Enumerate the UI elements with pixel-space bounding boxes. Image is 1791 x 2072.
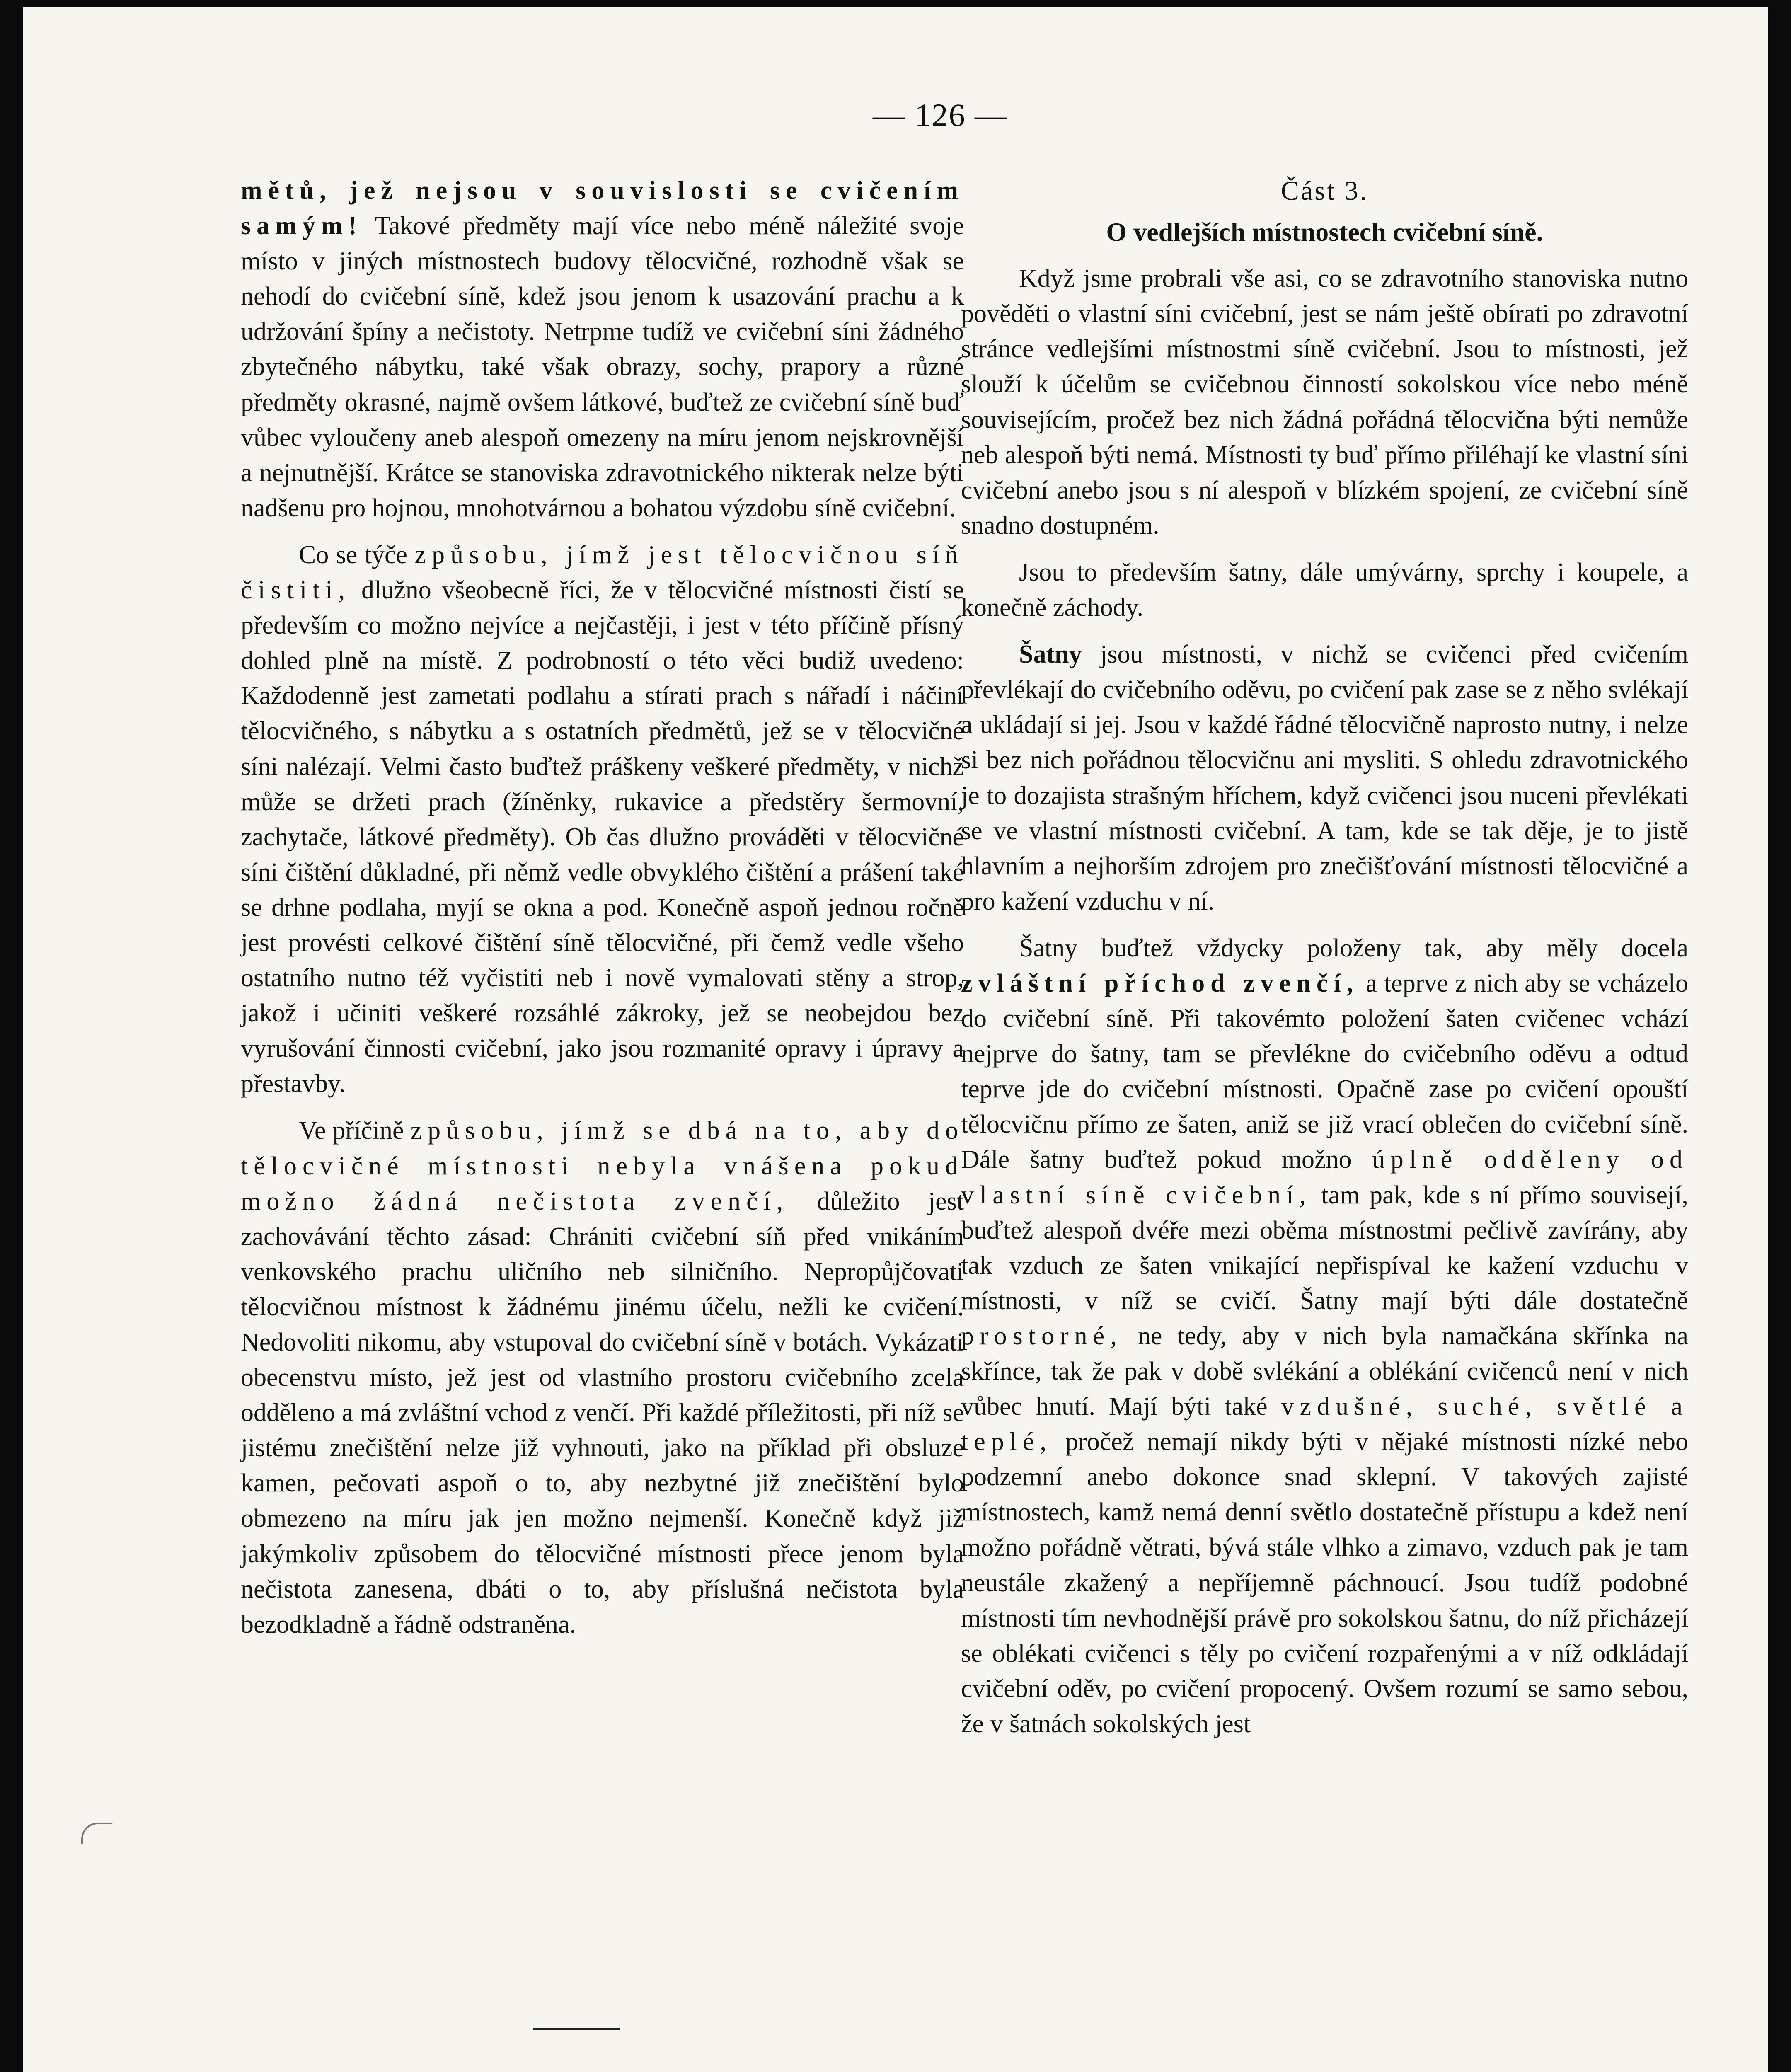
- end-rule: [533, 2028, 620, 2030]
- paragraph-text: ne tedy, aby v nich byla namačkána skřínka na skřínce, tak že pak v době svlékání a oblékání cvičenců není v nich vůbec hnutí. Mají býti také: [961, 1322, 1688, 1421]
- paragraph-intro: Když jsme probrali vše asi, co se zdravotního stanoviska nutno pověděti o vlastní síni cvičební, jest se nám ještě obírati po zdravotní stránce vedlejšími místnostmi síně cvičební. Jsou to místnosti, jež slouží k účelům se cvičebnou činností sokolskou více nebo méně souvisejícím, pročež bez nich žádná pořádná tělocvična býti nemůže neb alespoň býti nemá. Místnosti ty buď přímo přiléhají ke vlastní síni cvičební anebo jsou s ní alespoň v blízkém spojení, ze cvičební síně snadno dostupném.: [961, 264, 1688, 540]
- paragraph-list-rooms: Jsou to především šatny, dále umývárny, sprchy i koupele, a konečně záchody.: [961, 558, 1688, 622]
- paragraph-text: a teprve z nich aby se vcházelo do cvičební síně. Při takovémto položení šaten cvičenec vchází nejprve do šatny, tam se převlékne do cvičebního oděvu a odtud teprve jde do cvičební místnosti. Opačně zase po cvičení opouští tělocvičnu přímo ze šaten, aniž se již vrací oblečen do cvičební síně. Dále šatny buďtež pokud možno: [961, 969, 1688, 1174]
- spaced-emphasis: prostorné,: [961, 1322, 1123, 1350]
- paragraph-satny: [961, 637, 1688, 919]
- spaced-emphasis: způsobu, jímž se dbá na to, aby do tělocvičné místnosti nebyla vnášena pokud možno žádná nečistota zvenčí,: [241, 1116, 964, 1215]
- left-column: [241, 173, 964, 1654]
- paragraph-text: Šatny buďtež vždycky položeny tak, aby měly docela: [1019, 934, 1688, 962]
- paragraph-text: důležito jest zachovávání těchto zásad: Chrániti cvičební síň před vnikáním venkovského prachu uličního neb silničního. Nepropůjčovati tělocvičnou místnost k žádnému jinému účelu, nežli ke cvičení. Nedovoliti nikomu, aby vstupoval do cvičební síně v botách. Vykázati obecenstvu místo, jež jest od vlastního prostoru cvičebního zcela odděleno a má zvláštní vchod z venčí. Při každé příležitosti, při níž se jistému znečištění nelze již vyhnouti, jako na příklad při obsluze kamen, pečovati aspoň o to, aby nezbytné již znečištění bylo obmezeno na míru jak jen možno nejmenší. Konečně když již jakýmkoliv způsobem do tělocvičné místnosti přece jenom byla nečistota zanesena, dbáti o to, aby příslušná nečistota byla bezodkladně a řádně odstraněna.: [241, 1187, 964, 1639]
- spaced-emphasis: způsobu, jímž jest tělocvičnou síň čistiti,: [241, 540, 964, 605]
- spaced-emphasis: mětů, jež nejsou v souvislosti se cvičením samým!: [241, 177, 964, 240]
- margin-pencil-mark: [81, 1823, 112, 1844]
- paragraph-text: jsou místnosti, v nichž se cvičenci před cvičením převlékají do cvičebního oděvu, po cvičení pak zase se z něho svlékají a ukládají si jej. Jsou v každé řádné tělocvičně naprosto nutny, i nelze si bez nich pořádnou tělocvičnu ani mysliti. S ohledu zdravotnického je to dozajista strašným hříchem, když cvičenci jsou nuceni převlékati se ve vlastní místnosti cvičební. A tam, kde se tak děje, je to jistě hlavním a nejhorším zdrojem pro znečišťování místnosti tělocvičné a pro kažení vzduchu v ní.: [961, 640, 1688, 915]
- paragraph-text: pročež nemají nikdy býti v nějaké místnosti nízké nebo podzemní anebo dokonce snad sklepní. V takových zajisté místnostech, kamž nemá denní světlo dostatečně přístupu a kdež není možno pořádně větrati, bývá stále vlhko a zimavo, vzduch pak je tam neustále zkažený a nepříjemně páchnoucí. Jsou tudíž podobné místnosti tím nevhodnější právě pro sokolskou šatnu, do níž přicházejí se oblékati cvičenci s těly po cvičení rozpařenými a v níž odkládají cvičební oděv, po cvičení propocený. Ovšem rozumí se samo sebou, že v šatnách sokolských jest: [961, 1428, 1688, 1738]
- paragraph-text: tam pak, kde s ní přímo souvisejí, buďtež alespoň dvéře mezi oběma místnostmi pečlivě zavírány, aby tak vzduch ze šaten vnikající nepřispíval ke kažení vzduchu v místnosti, v níž se cvičí. Šatny mají býti dále dostatečně: [961, 1181, 1688, 1315]
- paragraph-text: dlužno všeobecně říci, že v tělocvičné místnosti čistí se především co možno nejvíce a nejčastěji, i jest v této příčině přísný dohled plně na místě. Z podrobností o této věci budiž uvedeno: Každodenně jest zametati podlahu a stírati prach s nářadí i náčiní tělocvičného, s nábytku a s ostatních předmětů, jež se v tělocvičné síni nalézají. Velmi často buďtež práškeny veškeré předměty, v nichž může se držeti prach (žíněnky, rukavice a předstěry šermovní, zachytače, látkové předměty). Ob čas dlužno prováděti v tělocvičné síni čištění důkladné, při němž vedle obvyklého čištění a prášení také se drhne podlaha, myjí se okna a pod. Konečně aspoň jednou ročně jest provésti celkové čištění síně tělocvičné, při čemž vedle všeho ostatního nutno též vyčistiti neb i nově vymalovati stěny a strop, jakož i učiniti veškeré rozsáhlé zákroky, jež se neobejdou bez vyrušování činnosti cvičební, jako jsou rozmanité opravy i úpravy a přestavby.: [241, 576, 964, 1098]
- paragraph-text: Takové předměty mají více nebo méně náležité svoje místo v jiných místnostech budovy tělocvičné, rozhodně však se nehodí do cvičební síně, kdež jsou jenom k usazování prachu a k udržování špíny a nečistoty. Netrpme tudíž ve cvičební síni žádného zbytečného nábytku, také však obrazy, sochy, prapory a různé předměty okrasné, najmě ovšem látkové, buďtež ze cvičební síně buď vůbec vyloučeny aneb alespoň omezeny na míru jenom nejskrovnější a nejnutnější. Krátce se stanoviska zdravotnického nikterak nelze býti nadšenu pro hojnou, mnohotvárnou a bohatou výzdobu síně cvičební.: [241, 212, 964, 522]
- paragraph-furniture: [241, 173, 964, 526]
- spaced-emphasis: zvláštní příchod zvenčí,: [961, 969, 1359, 997]
- right-column: [961, 173, 1688, 1753]
- spaced-emphasis: vzdušné, suché, světlé a teplé,: [961, 1392, 1688, 1456]
- bold-term: Šatny: [1019, 640, 1082, 669]
- book-page: [23, 7, 1768, 2072]
- part-label: Část 3.: [1280, 176, 1369, 206]
- paragraph-text: Ve příčině: [299, 1116, 411, 1145]
- paragraph-satny-placement: [961, 931, 1688, 1742]
- page-number: — 126 —: [873, 97, 1008, 133]
- paragraph-prevention: [241, 1113, 964, 1642]
- section-title: O vedlejších místnostech cvičební síně.: [1106, 217, 1543, 247]
- paragraph-cleaning: [241, 537, 964, 1102]
- paragraph-text: Co se týče: [299, 540, 415, 569]
- spaced-emphasis: úplně odděleny od vlastní síně cvičební,: [961, 1145, 1688, 1209]
